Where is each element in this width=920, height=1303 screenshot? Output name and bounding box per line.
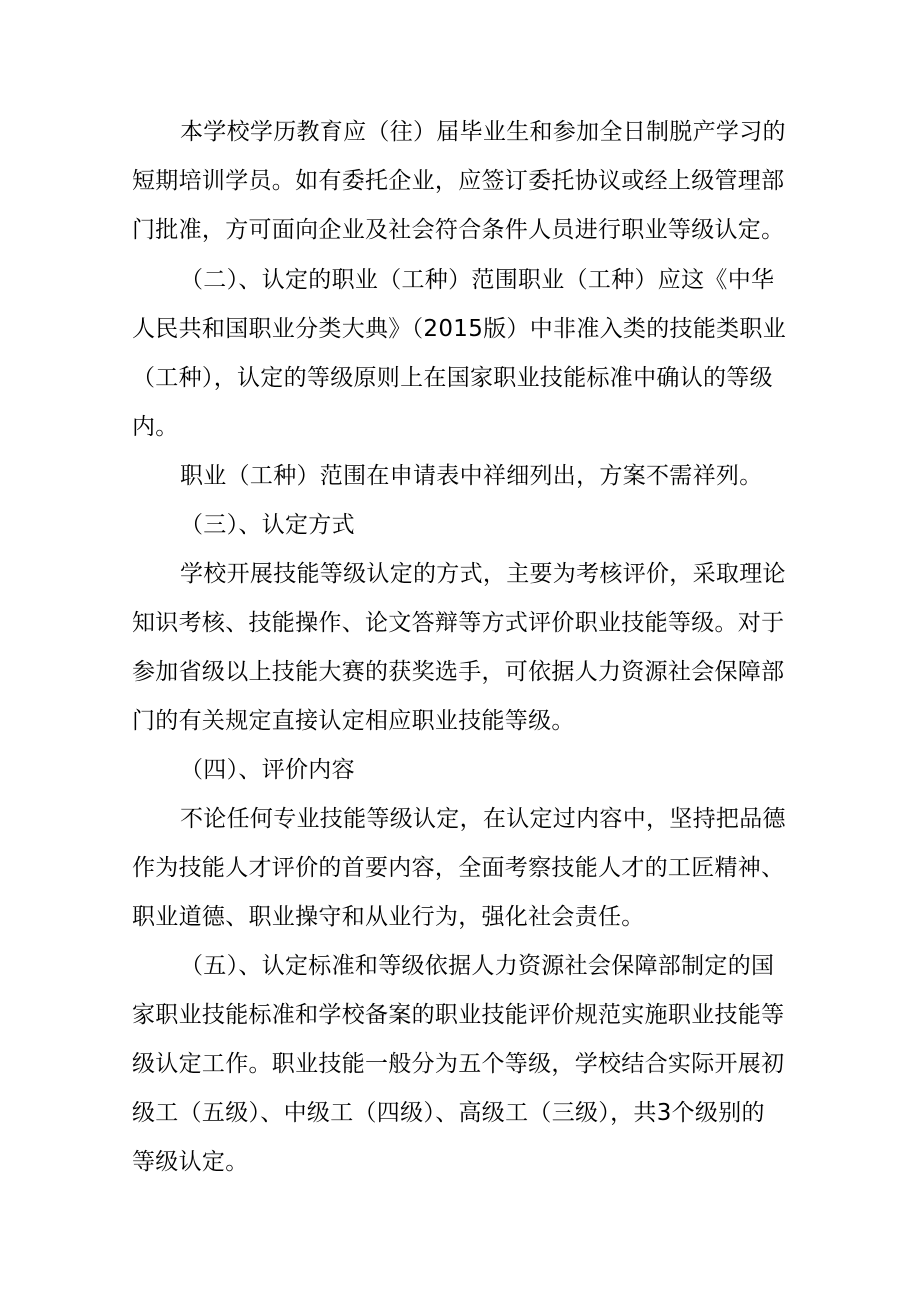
text-line: （工种），认定的等级原则上在国家职业技能标准中确认的等级: [132, 365, 773, 391]
text-line: 级认定工作。职业技能一般分为五个等级，学校结合实际开展初: [132, 1051, 785, 1077]
section-heading: （五）、认定标准和等级依据人力资源社会保障部制定的国: [180, 953, 775, 979]
text-line: 内。: [132, 414, 179, 440]
text-line: 门批准，方可面向企业及社会符合条件人员进行职业等级认定。: [132, 217, 785, 243]
section-heading: （三）、认定方式: [180, 512, 355, 538]
text-line: 学校开展技能等级认定的方式，主要为考核评价，采取理论: [180, 561, 786, 587]
text-line: 等级认定。: [132, 1149, 249, 1175]
section-heading: （二）、认定的职业（工种）范围职业（工种）应这《中华: [180, 267, 775, 293]
text-line: 知识考核、技能操作、论文答辩等方式评价职业技能等级。对于: [132, 610, 785, 636]
text-line: 参加省级以上技能大赛的获奖选手，可依据人力资源社会保障部: [132, 659, 785, 685]
text-line: 家职业技能标准和学校备案的职业技能评价规范实施职业技能等: [132, 1002, 785, 1028]
text-line: 不论任何专业技能等级认定，在认定过内容中，坚持把品德: [180, 806, 786, 832]
text-line: 级工（五级）、中级工（四级）、高级工（三级），共3个级别的: [132, 1100, 765, 1126]
text-line: 职业（工种）范围在申请表中祥细列出，方案不需祥列。: [180, 463, 763, 489]
text-line: 本学校学历教育应（往）届毕业生和参加全日制脱产学习的: [180, 119, 786, 145]
section-heading: （四）、评价内容: [180, 757, 355, 783]
text-line: 门的有关规定直接认定相应职业技能等级。: [132, 708, 575, 734]
text-line: 作为技能人才评价的首要内容，全面考察技能人才的工匠精神、: [132, 855, 785, 881]
text-line: 职业道德、职业操守和从业行为，强化社会责任。: [132, 904, 645, 930]
text-line: 人民共和国职业分类大典》（2015版）中非准入类的技能类职业: [132, 316, 787, 342]
text-line: 短期培训学员。如有委托企业，应签订委托协议或经上级管理部: [132, 168, 785, 194]
